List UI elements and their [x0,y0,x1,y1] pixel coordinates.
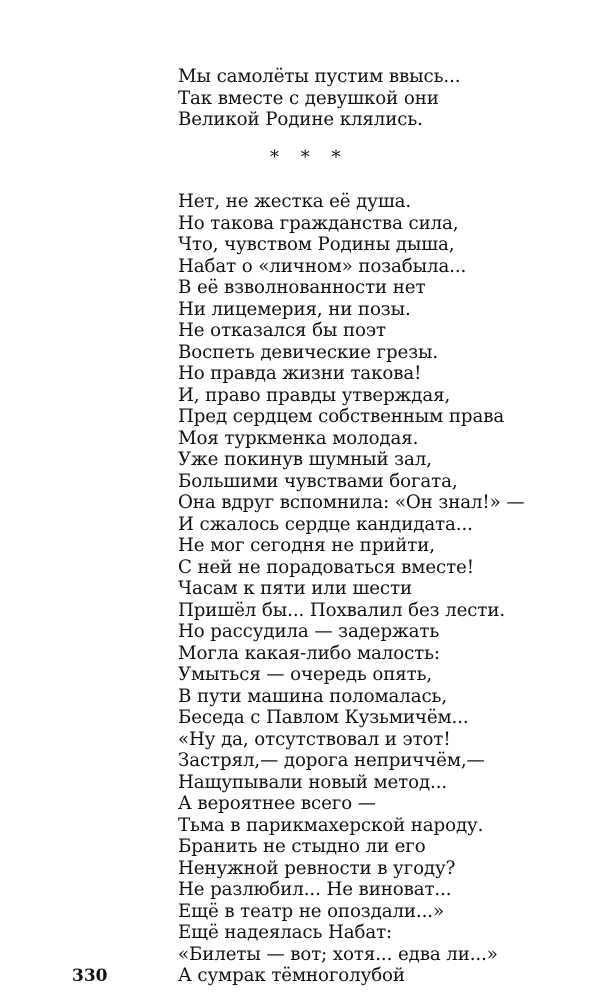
verse-line: И, право правды утверждая, [178,384,451,406]
verse-line: Не мог сегодня не прийти, [178,535,435,556]
verse-line: Бранить не стыдно ли его [178,836,426,857]
verse-line: Воспеть девические грезы. [178,341,439,363]
stanza-divider: * * * [270,147,349,168]
verse-line: А вероятнее всего — [178,793,376,814]
verse-line: Пред сердцем собственным права [178,406,505,427]
verse-line: Тьма в парикмахерской народу. [178,814,484,836]
verse-line: Но рассудила — задержать [178,621,440,642]
page-number: 330 [72,966,108,986]
verse-line: В пути машина поломалась, [178,685,448,707]
verse-line: Застрял,— дорога неприччём,— [178,750,485,771]
verse-line: А сумрак тёмноголубой [178,965,405,986]
verse-line: Великой Родине клялись. [178,109,423,130]
verse-line: Не отказался бы поэт [178,320,386,341]
stanza-1 [178,66,460,131]
verse-line: Мы самолёты пустим ввысь... [178,66,461,87]
verse-line: Так вместе с девушкой они [178,87,439,109]
verse-line: Часам к пяти или шести [178,578,412,599]
verse-line: «Ну да, отсутствовал и этот! [178,728,451,750]
stanza-2 [178,191,524,987]
verse-line: Но правда жизни такова! [178,363,422,384]
verse-line: Могла какая-либо малость: [178,642,440,664]
verse-line: Большими чувствами богата, [178,470,458,492]
verse-line: Умыться — очередь опять, [178,664,433,685]
verse-line: В её взволнованности нет [178,277,426,298]
verse-line: Моя туркменка молодая. [178,427,419,449]
verse-line: Она вдруг вспомнила: «Он знал!» — [178,492,525,513]
verse-line: Ни лицемерия, ни позы. [178,298,411,320]
verse-line: «Билеты — вот; хотя... едва ли...» [178,943,498,965]
verse-line: Набат о «личном» позабыла... [178,255,467,277]
verse-line: Ненужной ревности в угоду? [178,857,456,879]
verse-line: Не разлюбил... Не виноват... [178,879,452,900]
verse-line: Пришёл бы... Похвалил без лести. [178,599,506,621]
verse-line: Ещё в театр не опоздали...» [178,900,445,922]
verse-line: Нащупывали новый метод... [178,771,448,793]
verse-line: Беседа с Павлом Кузьмичём... [178,707,469,728]
verse-line: Но такова гражданства сила, [178,212,459,234]
verse-line: Что, чувством Родины дыша, [178,234,455,255]
verse-line: Нет, не жестка её душа. [178,191,412,212]
verse-line: С ней не порадоваться вместе! [178,556,474,578]
verse-line: И сжалось сердце кандидата... [178,513,473,535]
verse-line: Ещё надеялась Набат: [178,922,393,943]
verse-line: Уже покинув шумный зал, [178,449,432,470]
